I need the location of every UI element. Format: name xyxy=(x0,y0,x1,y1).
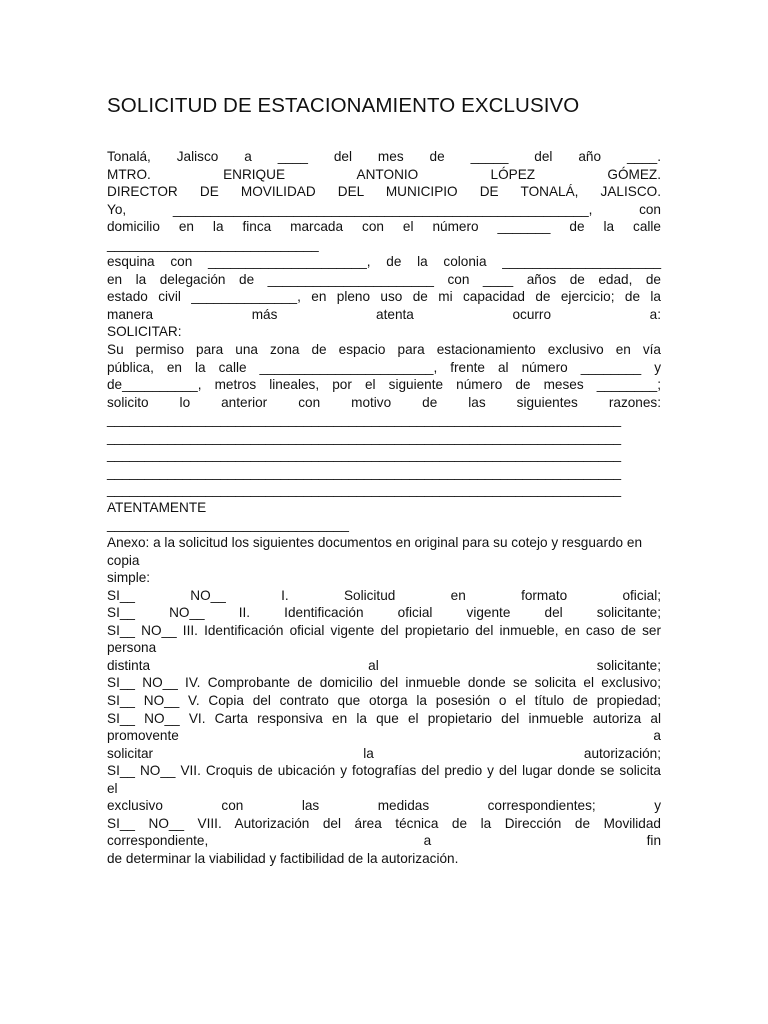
document-line: SI__ NO__ I. Solicitud en formato oficial; xyxy=(107,587,661,603)
document-title: SOLICITUD DE ESTACIONAMIENTO EXCLUSIVO xyxy=(107,94,580,117)
document-line: domicilio en la finca marcada con el número _______ de la calle xyxy=(107,219,661,235)
document-line: ____________________________________________________________________ xyxy=(107,447,622,463)
document-line: correspondiente, a fin xyxy=(107,833,661,849)
document-line: exclusivo con las medidas correspondientes; y xyxy=(107,798,661,814)
document-line: solicitar la autorización; xyxy=(107,745,661,761)
document-line: SI__ NO__ VIII. Autorización del área técnica de la Dirección de Movilidad xyxy=(107,815,661,831)
document-line: en la delegación de ______________________ con ____ años de edad, de xyxy=(107,271,661,287)
document-line: de__________, metros lineales, por el siguiente número de meses ________; xyxy=(107,377,661,393)
document-line: SOLICITAR: xyxy=(107,324,182,340)
document-line: SI__ NO__ IV. Comprobante de domicilio del inmueble donde se solicita el exclusivo; xyxy=(107,675,661,691)
document-line: MTRO. ENRIQUE ANTONIO LÓPEZ GÓMEZ. xyxy=(107,166,661,182)
document-page xyxy=(107,92,661,867)
document-line: Su permiso para una zona de espacio para estacionamiento exclusivo en vía xyxy=(107,342,661,358)
document-line: persona xyxy=(107,640,157,656)
document-line: SI__ NO__ V. Copia del contrato que otorga la posesión o el título de propiedad; xyxy=(107,692,661,708)
document-line: ATENTAMENTE xyxy=(107,499,207,515)
document-line: de determinar la viabilidad y factibilidad de la autorización. xyxy=(107,850,459,866)
document-line: Yo, _______________________________________________________, con xyxy=(107,201,661,217)
document-line: distinta al solicitante; xyxy=(107,657,661,673)
document-line: pública, en la calle _______________________, frente al número ________ y xyxy=(107,359,661,375)
document-line: SI__ NO__ II. Identificación oficial vigente del solicitante; xyxy=(107,605,661,621)
document-line: ________________________________ xyxy=(107,517,349,533)
document-line: SI__ NO__ VII. Croquis de ubicación y fotografías del predio y del lugar donde se solicita xyxy=(107,763,661,779)
document-line: solicito lo anterior con motivo de las siguientes razones: xyxy=(107,394,661,410)
document-line: simple: xyxy=(107,570,151,586)
document-line: SI__ NO__ III. Identificación oficial vigente del propietario del inmueble, en caso de ser xyxy=(107,622,661,638)
document-line: esquina con _____________________, de la colonia _____________________ xyxy=(107,254,661,270)
document-line: estado civil ______________, en pleno uso de mi capacidad de ejercicio; de la xyxy=(107,289,661,305)
document-line: el xyxy=(107,780,118,796)
document-line: SI__ NO__ VI. Carta responsiva en la que el propietario del inmueble autoriza al xyxy=(107,710,661,726)
document-line: manera más atenta ocurro a: xyxy=(107,306,661,322)
document-line: Anexo: a la solicitud los siguientes documentos en original para su cotejo y resguardo en xyxy=(107,535,643,551)
document-body xyxy=(107,148,661,867)
document-line: ____________________________________________________________________ xyxy=(107,482,622,498)
document-line: ____________________________________________________________________ xyxy=(107,429,622,445)
document-line: ____________________________________________________________________ xyxy=(107,464,622,480)
document-line: Tonalá, Jalisco a ____ del mes de _____ del año ____. xyxy=(107,149,661,164)
document-line: DIRECTOR DE MOVILIDAD DEL MUNICIPIO DE TONALÁ, JALISCO. xyxy=(107,184,661,200)
document-line: ____________________________ xyxy=(107,236,319,252)
document-line: promovente a xyxy=(107,728,661,744)
document-line: copia xyxy=(107,552,140,568)
document-line: ____________________________________________________________________ xyxy=(107,412,622,428)
